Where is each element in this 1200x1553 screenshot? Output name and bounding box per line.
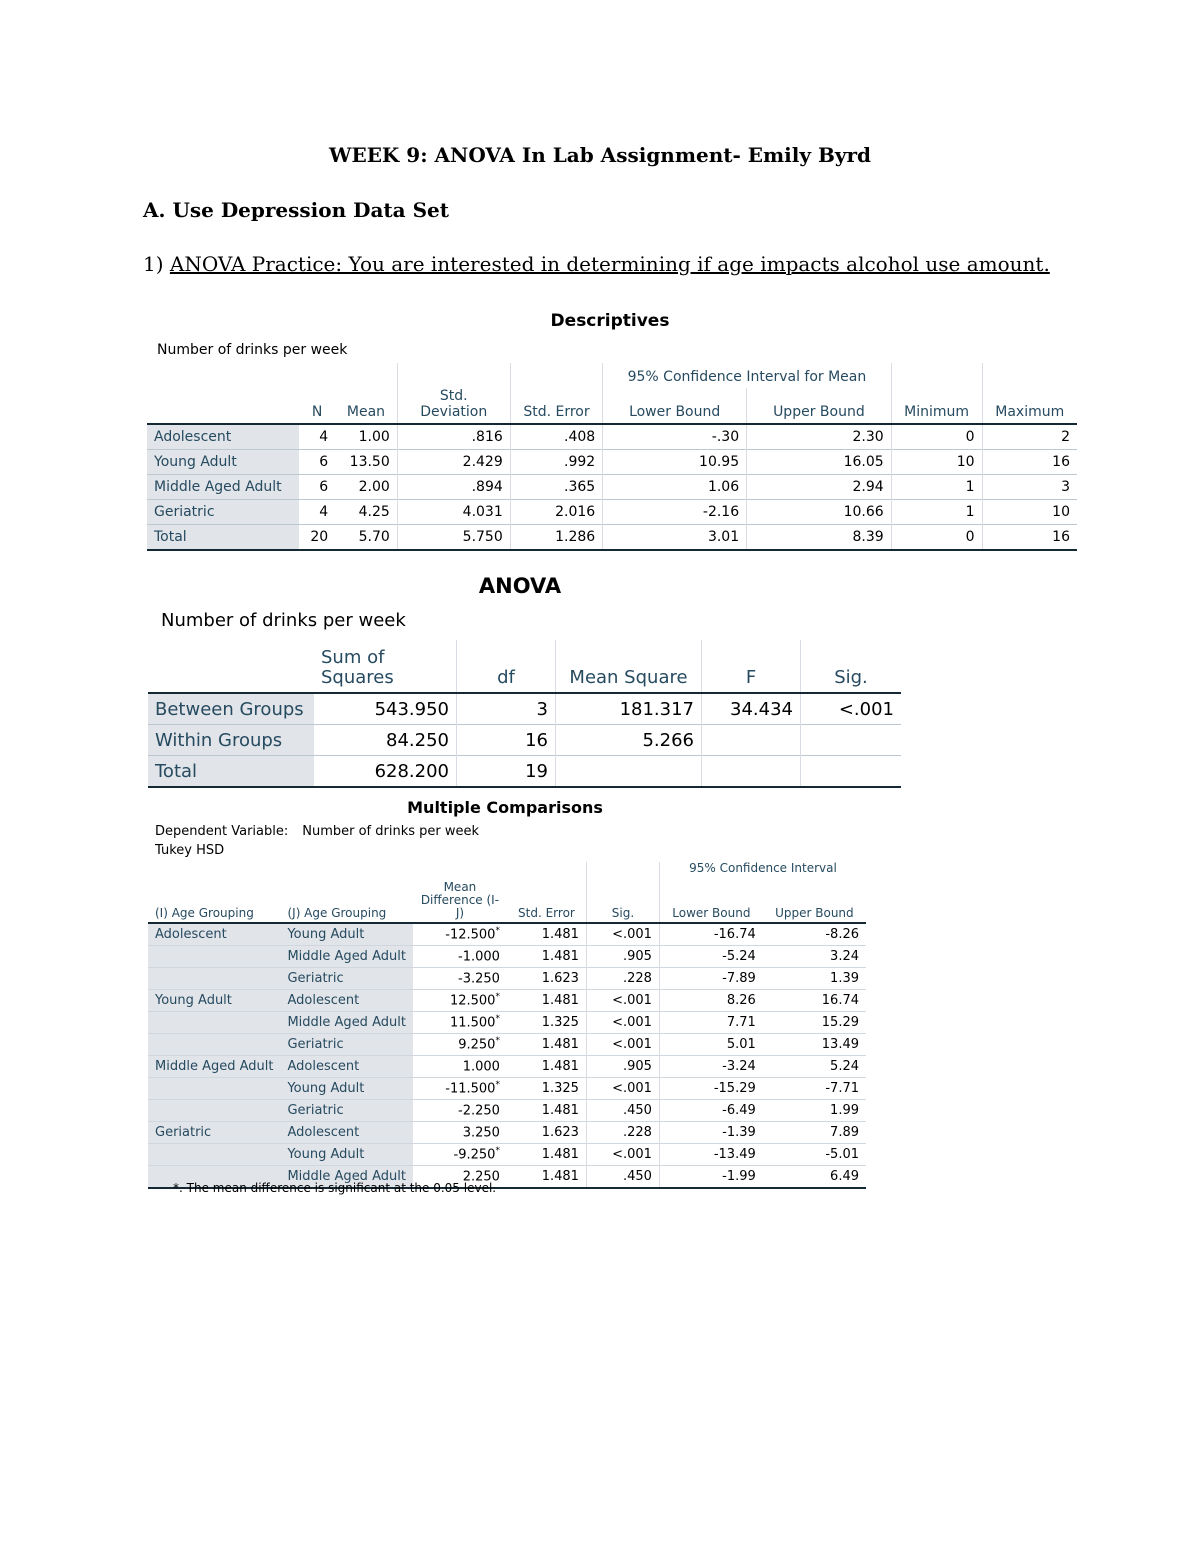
cell: 13.50	[335, 450, 397, 475]
cell	[702, 725, 801, 756]
row-label: Middle Aged Adult	[147, 475, 299, 500]
row-label-j: Geriatric	[280, 1100, 412, 1122]
cell: 5.266	[556, 725, 702, 756]
table-row	[147, 424, 1077, 450]
column-header: Lower Bound	[603, 388, 747, 424]
cell: -12.500*	[413, 923, 507, 946]
column-header: Sig.	[801, 640, 902, 693]
table-row	[148, 756, 901, 788]
cell: 3	[982, 475, 1077, 500]
method-label: Tukey HSD	[155, 843, 225, 858]
cell: 10.95	[603, 450, 747, 475]
cell: 4.25	[335, 500, 397, 525]
cell: 3.01	[603, 525, 747, 551]
column-header: Upper Bound	[747, 388, 892, 424]
cell: -3.250	[413, 968, 507, 990]
cell: -8.26	[763, 923, 866, 946]
cell: 1.481	[507, 1144, 587, 1166]
cell: 7.71	[659, 1012, 762, 1034]
cell: 6	[299, 475, 335, 500]
column-header: Std. Error	[510, 388, 602, 424]
dependent-variable-line	[155, 824, 479, 839]
footnote: *. The mean difference is significant at the 0.05 level.	[173, 1181, 497, 1195]
document-title: WEEK 9: ANOVA In Lab Assignment- Emily Byrd	[328, 143, 872, 167]
multiple-comparisons-table	[148, 862, 866, 1189]
row-label: Total	[148, 756, 314, 788]
cell: 19	[457, 756, 556, 788]
row-label-j: Young Adult	[280, 923, 412, 946]
cell: .905	[586, 946, 659, 968]
question-text	[143, 252, 1050, 276]
table-row	[148, 693, 901, 725]
cell: 2.94	[747, 475, 892, 500]
cell	[801, 756, 902, 788]
row-label-i	[148, 1078, 280, 1100]
cell: 2.250	[413, 1166, 507, 1189]
cell: -7.71	[763, 1078, 866, 1100]
cell: 15.29	[763, 1012, 866, 1034]
cell: 2.429	[397, 450, 510, 475]
row-label-j: Geriatric	[280, 1034, 412, 1056]
cell: 1.325	[507, 1078, 587, 1100]
cell: -5.01	[763, 1144, 866, 1166]
cell: 1	[891, 475, 982, 500]
cell: 9.250*	[413, 1034, 507, 1056]
cell: 10	[891, 450, 982, 475]
cell: .894	[397, 475, 510, 500]
cell: .450	[586, 1100, 659, 1122]
cell: 1.06	[603, 475, 747, 500]
table-row	[148, 990, 866, 1012]
table-row	[147, 475, 1077, 500]
cell: 16	[457, 725, 556, 756]
cell: 6	[299, 450, 335, 475]
cell: 1.000	[413, 1056, 507, 1078]
cell: 20	[299, 525, 335, 551]
cell: 5.70	[335, 525, 397, 551]
row-label: Within Groups	[148, 725, 314, 756]
cell: 1.481	[507, 923, 587, 946]
descriptives-title: Descriptives	[550, 311, 670, 331]
row-label-i: Adolescent	[148, 923, 280, 946]
cell: .905	[586, 1056, 659, 1078]
cell: -2.250	[413, 1100, 507, 1122]
cell: -1.99	[659, 1166, 762, 1189]
table-row	[148, 946, 866, 968]
cell: 3	[457, 693, 556, 725]
cell: 5.01	[659, 1034, 762, 1056]
dependent-variable-value: Number of drinks per week	[302, 824, 480, 839]
table-row	[148, 725, 901, 756]
cell: 1.481	[507, 1166, 587, 1189]
cell: -11.500*	[413, 1078, 507, 1100]
cell	[556, 756, 702, 788]
row-label-i: Geriatric	[148, 1122, 280, 1144]
cell: 1.39	[763, 968, 866, 990]
cell: 8.39	[747, 525, 892, 551]
cell: -13.49	[659, 1144, 762, 1166]
cell: 1.286	[510, 525, 602, 551]
row-label-i	[148, 1144, 280, 1166]
row-label-j: Adolescent	[280, 1056, 412, 1078]
table-row	[148, 1012, 866, 1034]
cell: 628.200	[314, 756, 457, 788]
column-header: df	[457, 640, 556, 693]
cell: 1	[891, 500, 982, 525]
cell: 3.250	[413, 1122, 507, 1144]
column-header: Sig.	[586, 881, 659, 923]
column-header: (I) Age Grouping	[148, 881, 280, 923]
row-label-i	[148, 1034, 280, 1056]
column-header: N	[299, 388, 335, 424]
row-label-j: Geriatric	[280, 968, 412, 990]
cell: 4.031	[397, 500, 510, 525]
section-heading: A. Use Depression Data Set	[143, 198, 449, 222]
row-label-j: Middle Aged Adult	[280, 1012, 412, 1034]
cell: .816	[397, 424, 510, 450]
cell: 3.24	[763, 946, 866, 968]
cell: .408	[510, 424, 602, 450]
cell: 1.623	[507, 968, 587, 990]
column-header: Mean	[335, 388, 397, 424]
table-row	[148, 1122, 866, 1144]
question-number: 1)	[143, 252, 164, 276]
anova-subtitle: Number of drinks per week	[161, 610, 406, 631]
cell: -15.29	[659, 1078, 762, 1100]
row-label-j: Young Adult	[280, 1078, 412, 1100]
anova-table	[148, 640, 901, 788]
ci-group-header: 95% Confidence Interval for Mean	[603, 363, 891, 388]
column-header: Minimum	[891, 388, 982, 424]
row-label: Between Groups	[148, 693, 314, 725]
cell: 13.49	[763, 1034, 866, 1056]
row-label: Adolescent	[147, 424, 299, 450]
row-label-j: Adolescent	[280, 990, 412, 1012]
column-header: Std. Deviation	[397, 388, 510, 424]
cell: 1.481	[507, 1034, 587, 1056]
cell: .992	[510, 450, 602, 475]
cell: 2	[982, 424, 1077, 450]
cell: 2.30	[747, 424, 892, 450]
cell: -1.000	[413, 946, 507, 968]
cell: 4	[299, 500, 335, 525]
column-header: Sum of Squares	[314, 640, 457, 693]
cell: -2.16	[603, 500, 747, 525]
column-header: Upper Bound	[763, 881, 866, 923]
table-row	[148, 1144, 866, 1166]
cell: -.30	[603, 424, 747, 450]
cell: 5.24	[763, 1056, 866, 1078]
cell: 4	[299, 424, 335, 450]
cell: <.001	[586, 1078, 659, 1100]
cell: 1.481	[507, 990, 587, 1012]
cell: 8.26	[659, 990, 762, 1012]
cell: 6.49	[763, 1166, 866, 1189]
cell: 2.016	[510, 500, 602, 525]
cell: 1.481	[507, 1100, 587, 1122]
cell: 1.00	[335, 424, 397, 450]
cell: <.001	[586, 1144, 659, 1166]
cell: 16	[982, 525, 1077, 551]
cell: <.001	[586, 990, 659, 1012]
row-label-j: Adolescent	[280, 1122, 412, 1144]
cell: 0	[891, 525, 982, 551]
cell: 1.481	[507, 1056, 587, 1078]
cell: 0	[891, 424, 982, 450]
ci-group-header: 95% Confidence Interval	[659, 862, 866, 881]
column-header: Lower Bound	[659, 881, 762, 923]
cell: 12.500*	[413, 990, 507, 1012]
cell: -1.39	[659, 1122, 762, 1144]
multiple-comparisons-title: Multiple Comparisons	[407, 798, 603, 817]
cell: 10	[982, 500, 1077, 525]
cell: 543.950	[314, 693, 457, 725]
descriptives-subtitle: Number of drinks per week	[157, 342, 348, 358]
cell: 1.325	[507, 1012, 587, 1034]
cell: <.001	[586, 1012, 659, 1034]
table-row	[148, 1100, 866, 1122]
cell: 181.317	[556, 693, 702, 725]
cell: 1.623	[507, 1122, 587, 1144]
cell: -5.24	[659, 946, 762, 968]
cell: -6.49	[659, 1100, 762, 1122]
cell: 84.250	[314, 725, 457, 756]
dependent-variable-label: Dependent Variable:	[155, 824, 289, 839]
anova-title: ANOVA	[478, 574, 562, 598]
cell: <.001	[586, 1034, 659, 1056]
column-header: (J) Age Grouping	[280, 881, 412, 923]
table-row	[148, 1078, 866, 1100]
cell: 10.66	[747, 500, 892, 525]
cell: -3.24	[659, 1056, 762, 1078]
cell: 1.481	[507, 946, 587, 968]
cell: <.001	[801, 693, 902, 725]
cell	[801, 725, 902, 756]
cell: 16.74	[763, 990, 866, 1012]
table-row	[147, 525, 1077, 551]
row-label-i	[148, 1012, 280, 1034]
column-header: Mean Square	[556, 640, 702, 693]
row-label-i	[148, 968, 280, 990]
cell: -16.74	[659, 923, 762, 946]
cell: <.001	[586, 923, 659, 946]
table-row	[148, 923, 866, 946]
cell: .365	[510, 475, 602, 500]
row-label-i	[148, 946, 280, 968]
row-label: Total	[147, 525, 299, 551]
table-row	[148, 1034, 866, 1056]
row-label-i	[148, 1100, 280, 1122]
row-label-i: Middle Aged Adult	[148, 1056, 280, 1078]
row-label-j: Middle Aged Adult	[280, 946, 412, 968]
cell: 11.500*	[413, 1012, 507, 1034]
cell: 2.00	[335, 475, 397, 500]
cell: 34.434	[702, 693, 801, 725]
cell: .228	[586, 1122, 659, 1144]
descriptives-table	[147, 363, 1077, 551]
column-header: Std. Error	[507, 881, 587, 923]
cell: 16.05	[747, 450, 892, 475]
cell: -9.250*	[413, 1144, 507, 1166]
column-header: Maximum	[982, 388, 1077, 424]
table-row	[148, 968, 866, 990]
table-row	[147, 450, 1077, 475]
table-row	[148, 1056, 866, 1078]
column-header: F	[702, 640, 801, 693]
row-label-j: Middle Aged Adult	[280, 1166, 412, 1189]
row-label: Geriatric	[147, 500, 299, 525]
row-label-i: Young Adult	[148, 990, 280, 1012]
cell: .450	[586, 1166, 659, 1189]
question-prompt: ANOVA Practice: You are interested in determining if age impacts alcohol use amount.	[169, 252, 1050, 276]
cell: -7.89	[659, 968, 762, 990]
cell: .228	[586, 968, 659, 990]
cell: 1.99	[763, 1100, 866, 1122]
column-header: Mean Difference (I-J)	[413, 881, 507, 923]
cell: 16	[982, 450, 1077, 475]
cell: 5.750	[397, 525, 510, 551]
row-label: Young Adult	[147, 450, 299, 475]
row-label-j: Young Adult	[280, 1144, 412, 1166]
cell: 7.89	[763, 1122, 866, 1144]
table-row	[147, 500, 1077, 525]
cell	[702, 756, 801, 788]
